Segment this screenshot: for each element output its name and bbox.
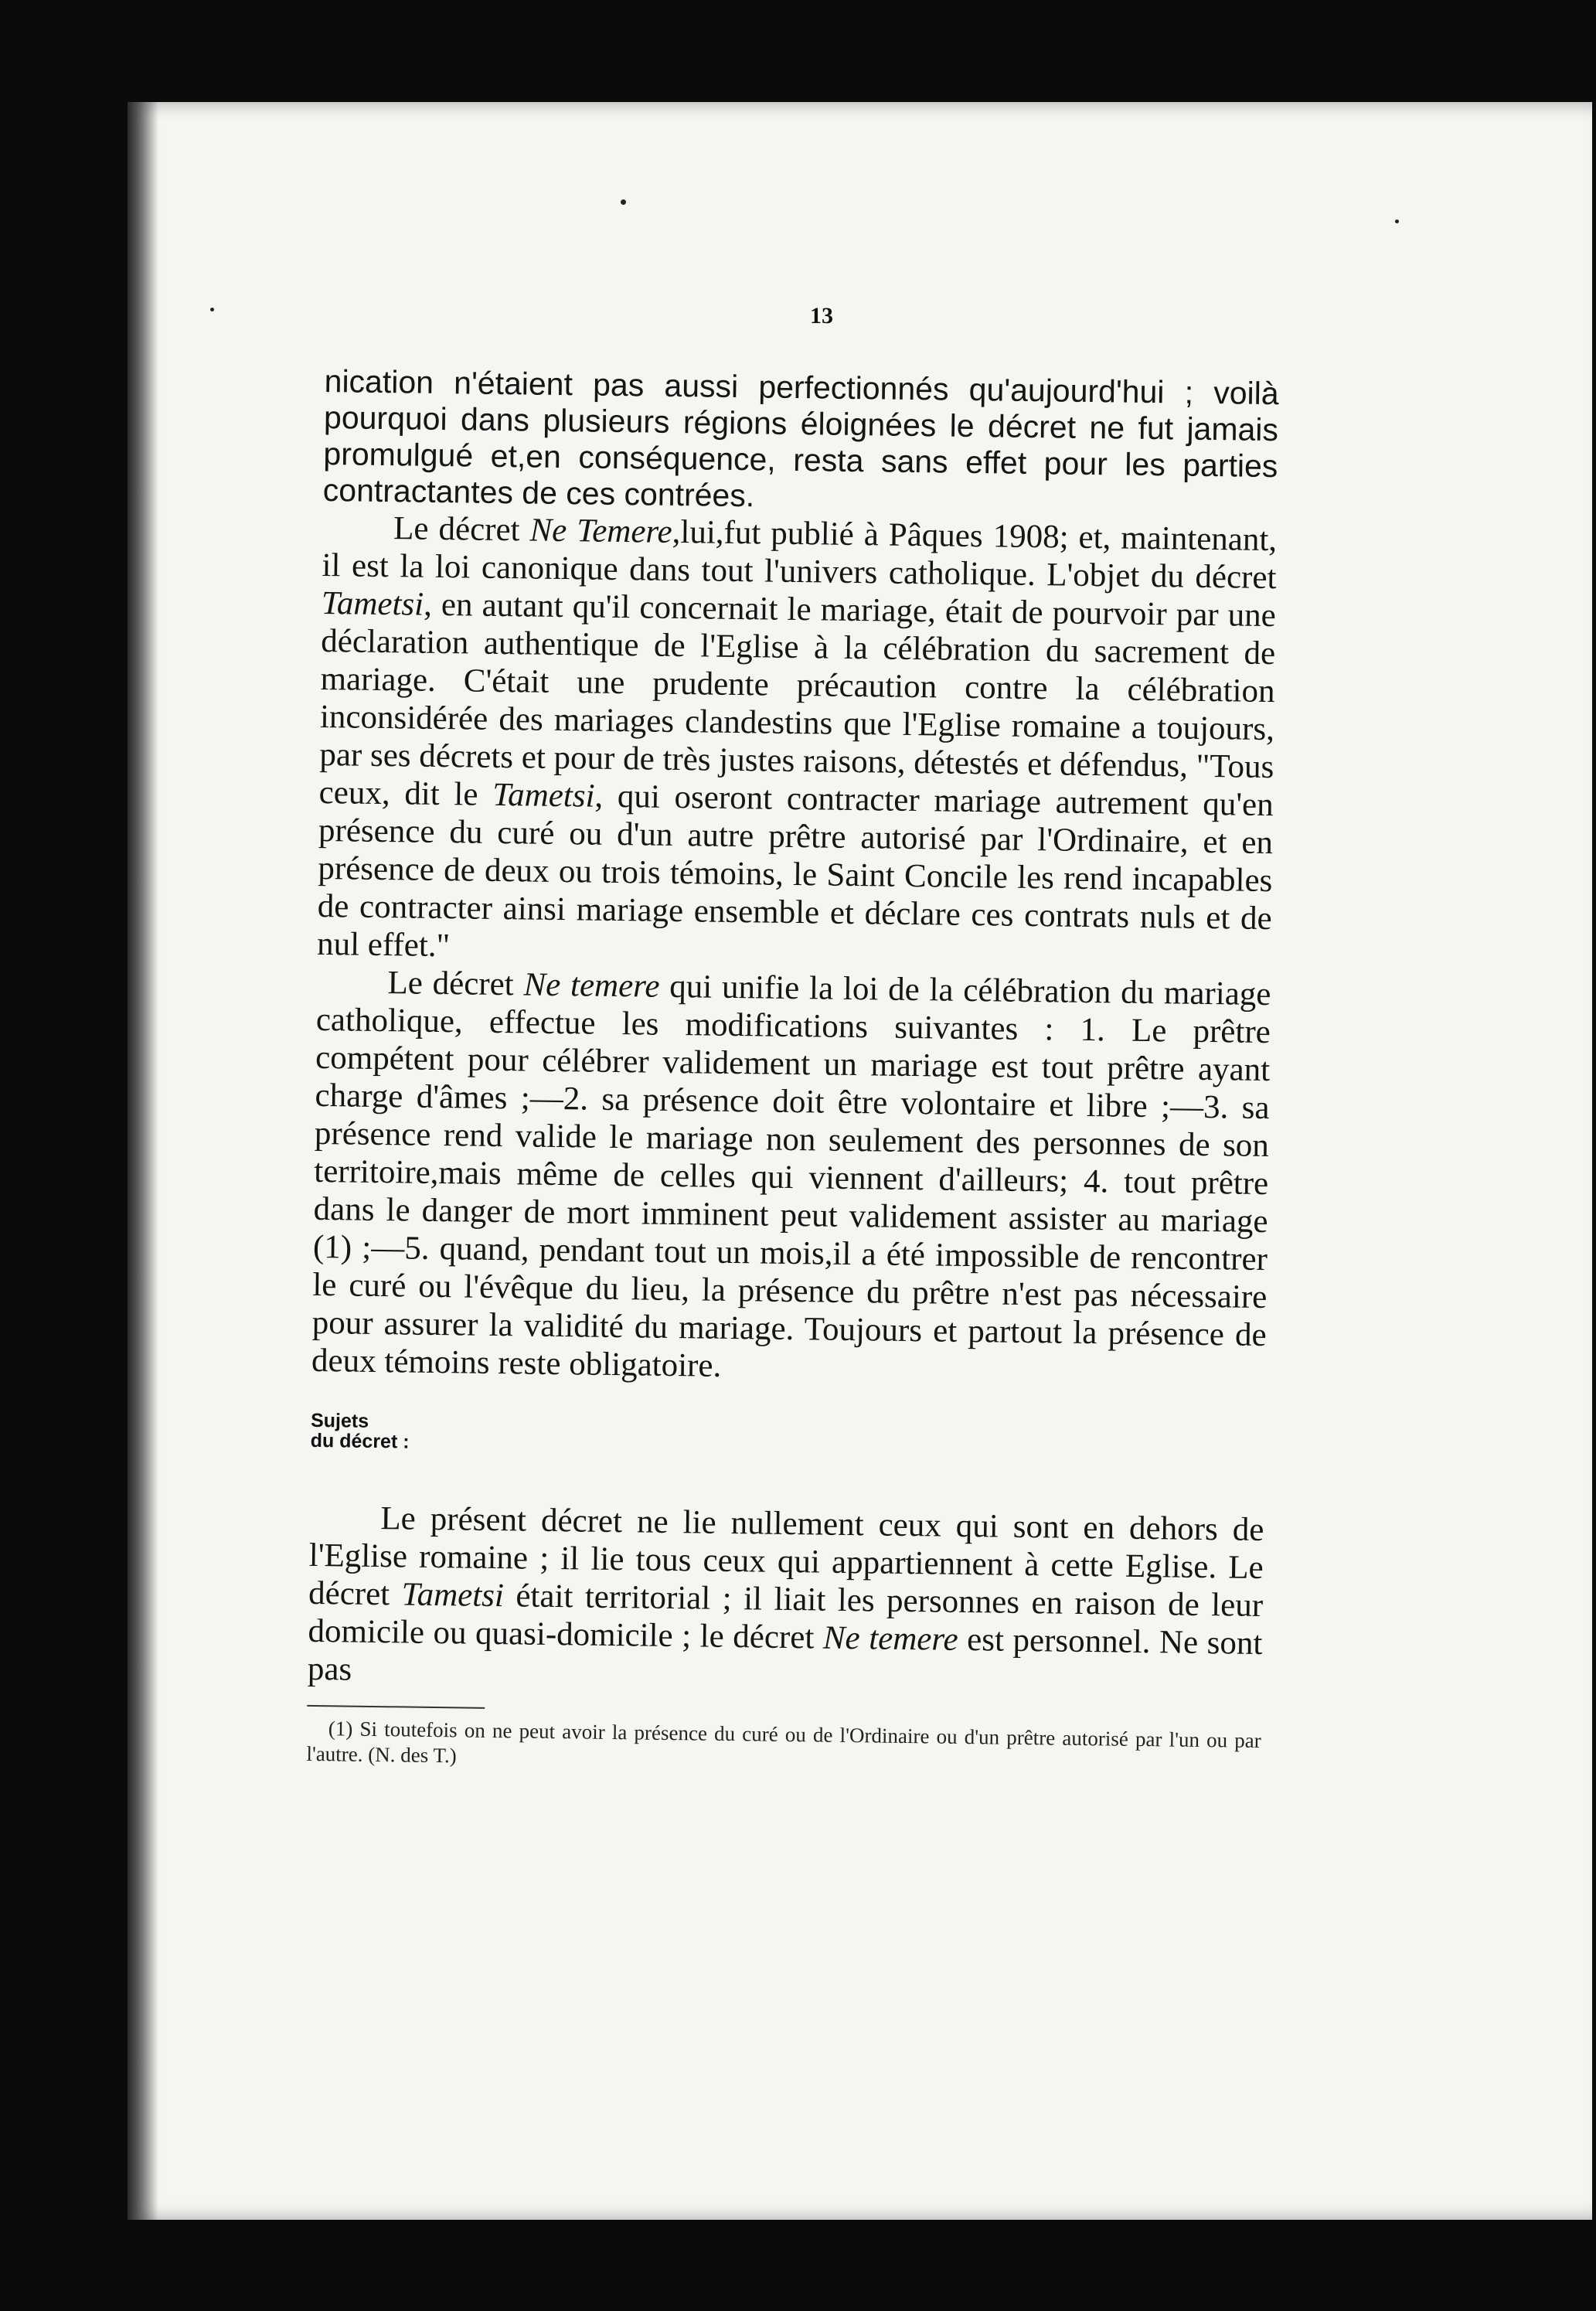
paragraph-continuation: nication n'étaient pas aussi perfectionnés qu'aujourd'hui ; voilà pourquoi dans plusieurs régions éloignées le décret ne fut jamais promulgué et,en conséquence, resta sans effet pour les parties contractantes de ces contrées. xyxy=(322,363,1279,514)
dust-speck xyxy=(210,308,214,311)
decree-title: Tametsi xyxy=(401,1576,505,1615)
page-number: 13 xyxy=(810,303,833,328)
decree-title: Tametsi xyxy=(492,776,595,815)
paragraph-ne-temere: Le décret Ne Temere,lui,fut publié à Pâques 1908; et, maintenant, il est la loi canonique dans tout l'univers catholique. L'objet du décret Tametsi, en autant qu'il concernait le mariage, était de pourvoir par une déclaration authentique de l'Eglise à la célébration du sacrement de mariage. C'était une prudente précaution contre la célébration inconsidérée des mariages clandestins que l'Eglise romaine a toujours, par ses décrets et pour de très justes raisons, détestés et défendus, "Tous ceux, dit le Tametsi, qui oseront contracter mariage autrement qu'en présence du curé ou d'un autre prêtre autorisé par l'Ordinaire, et en présence de deux ou trois témoins, le Saint Concile les rend incapables de contracter ainsi mariage ensemble et déclare ces contrats nuls et de nul effet." xyxy=(316,510,1278,965)
paragraph-modifications: Le décret Ne temere qui unifie la loi de la célébration du mariage catholique, effectue les modifications suivantes : 1. Le prêtre compétent pour célébrer validement un mariage est tout prêtre ayant charge d'âmes ;—2. sa présence doit être volontaire et libre ;—3. sa présence rend valide le mariage non seulement des personnes de son territoire,mais même de celles qui viennent d'ailleurs; 4. tout prêtre dans le danger de mort imminent peut validement assister au mariage (1) ;—5. quand, pendant tout un mois,il a été impossible de rencontrer le curé ou l'évêque du lieu, la présence du prêtre n'est pas nécessaire pour assurer la validité du mariage. Toujours et partout la présence de deux témoins reste obligatoire. xyxy=(311,965,1271,1384)
side-heading: Sujets du décret : xyxy=(310,1409,410,1453)
decree-title: Ne Temere xyxy=(529,512,673,550)
decree-title: Ne temere xyxy=(523,966,660,1005)
footnote-rule xyxy=(307,1705,485,1709)
dust-speck xyxy=(1395,220,1399,223)
footnote: (1) Si toutefois on ne peut avoir la présence du curé ou de l'Ordinaire ou d'un prêtre autorisé par l'un ou par l'autre. (N. des T.) xyxy=(306,1717,1261,1768)
body-text xyxy=(306,363,1279,1779)
page-gutter-shadow xyxy=(128,102,158,2220)
dust-speck xyxy=(621,199,626,205)
decree-title: Tametsi xyxy=(321,584,424,623)
decree-title: Ne temere xyxy=(822,1619,958,1658)
paragraph-subjects: Le présent décret ne lie nullement ceux qui sont en dehors de l'Eglise romaine ; il lie tous ceux qui appartiennent à cette Eglise. Le décret Tametsi était territorial ; il liait les personnes en raison de leur domicile ou quasi-domicile ; le décret Ne temere est personnel. Ne sont pas xyxy=(307,1500,1264,1688)
